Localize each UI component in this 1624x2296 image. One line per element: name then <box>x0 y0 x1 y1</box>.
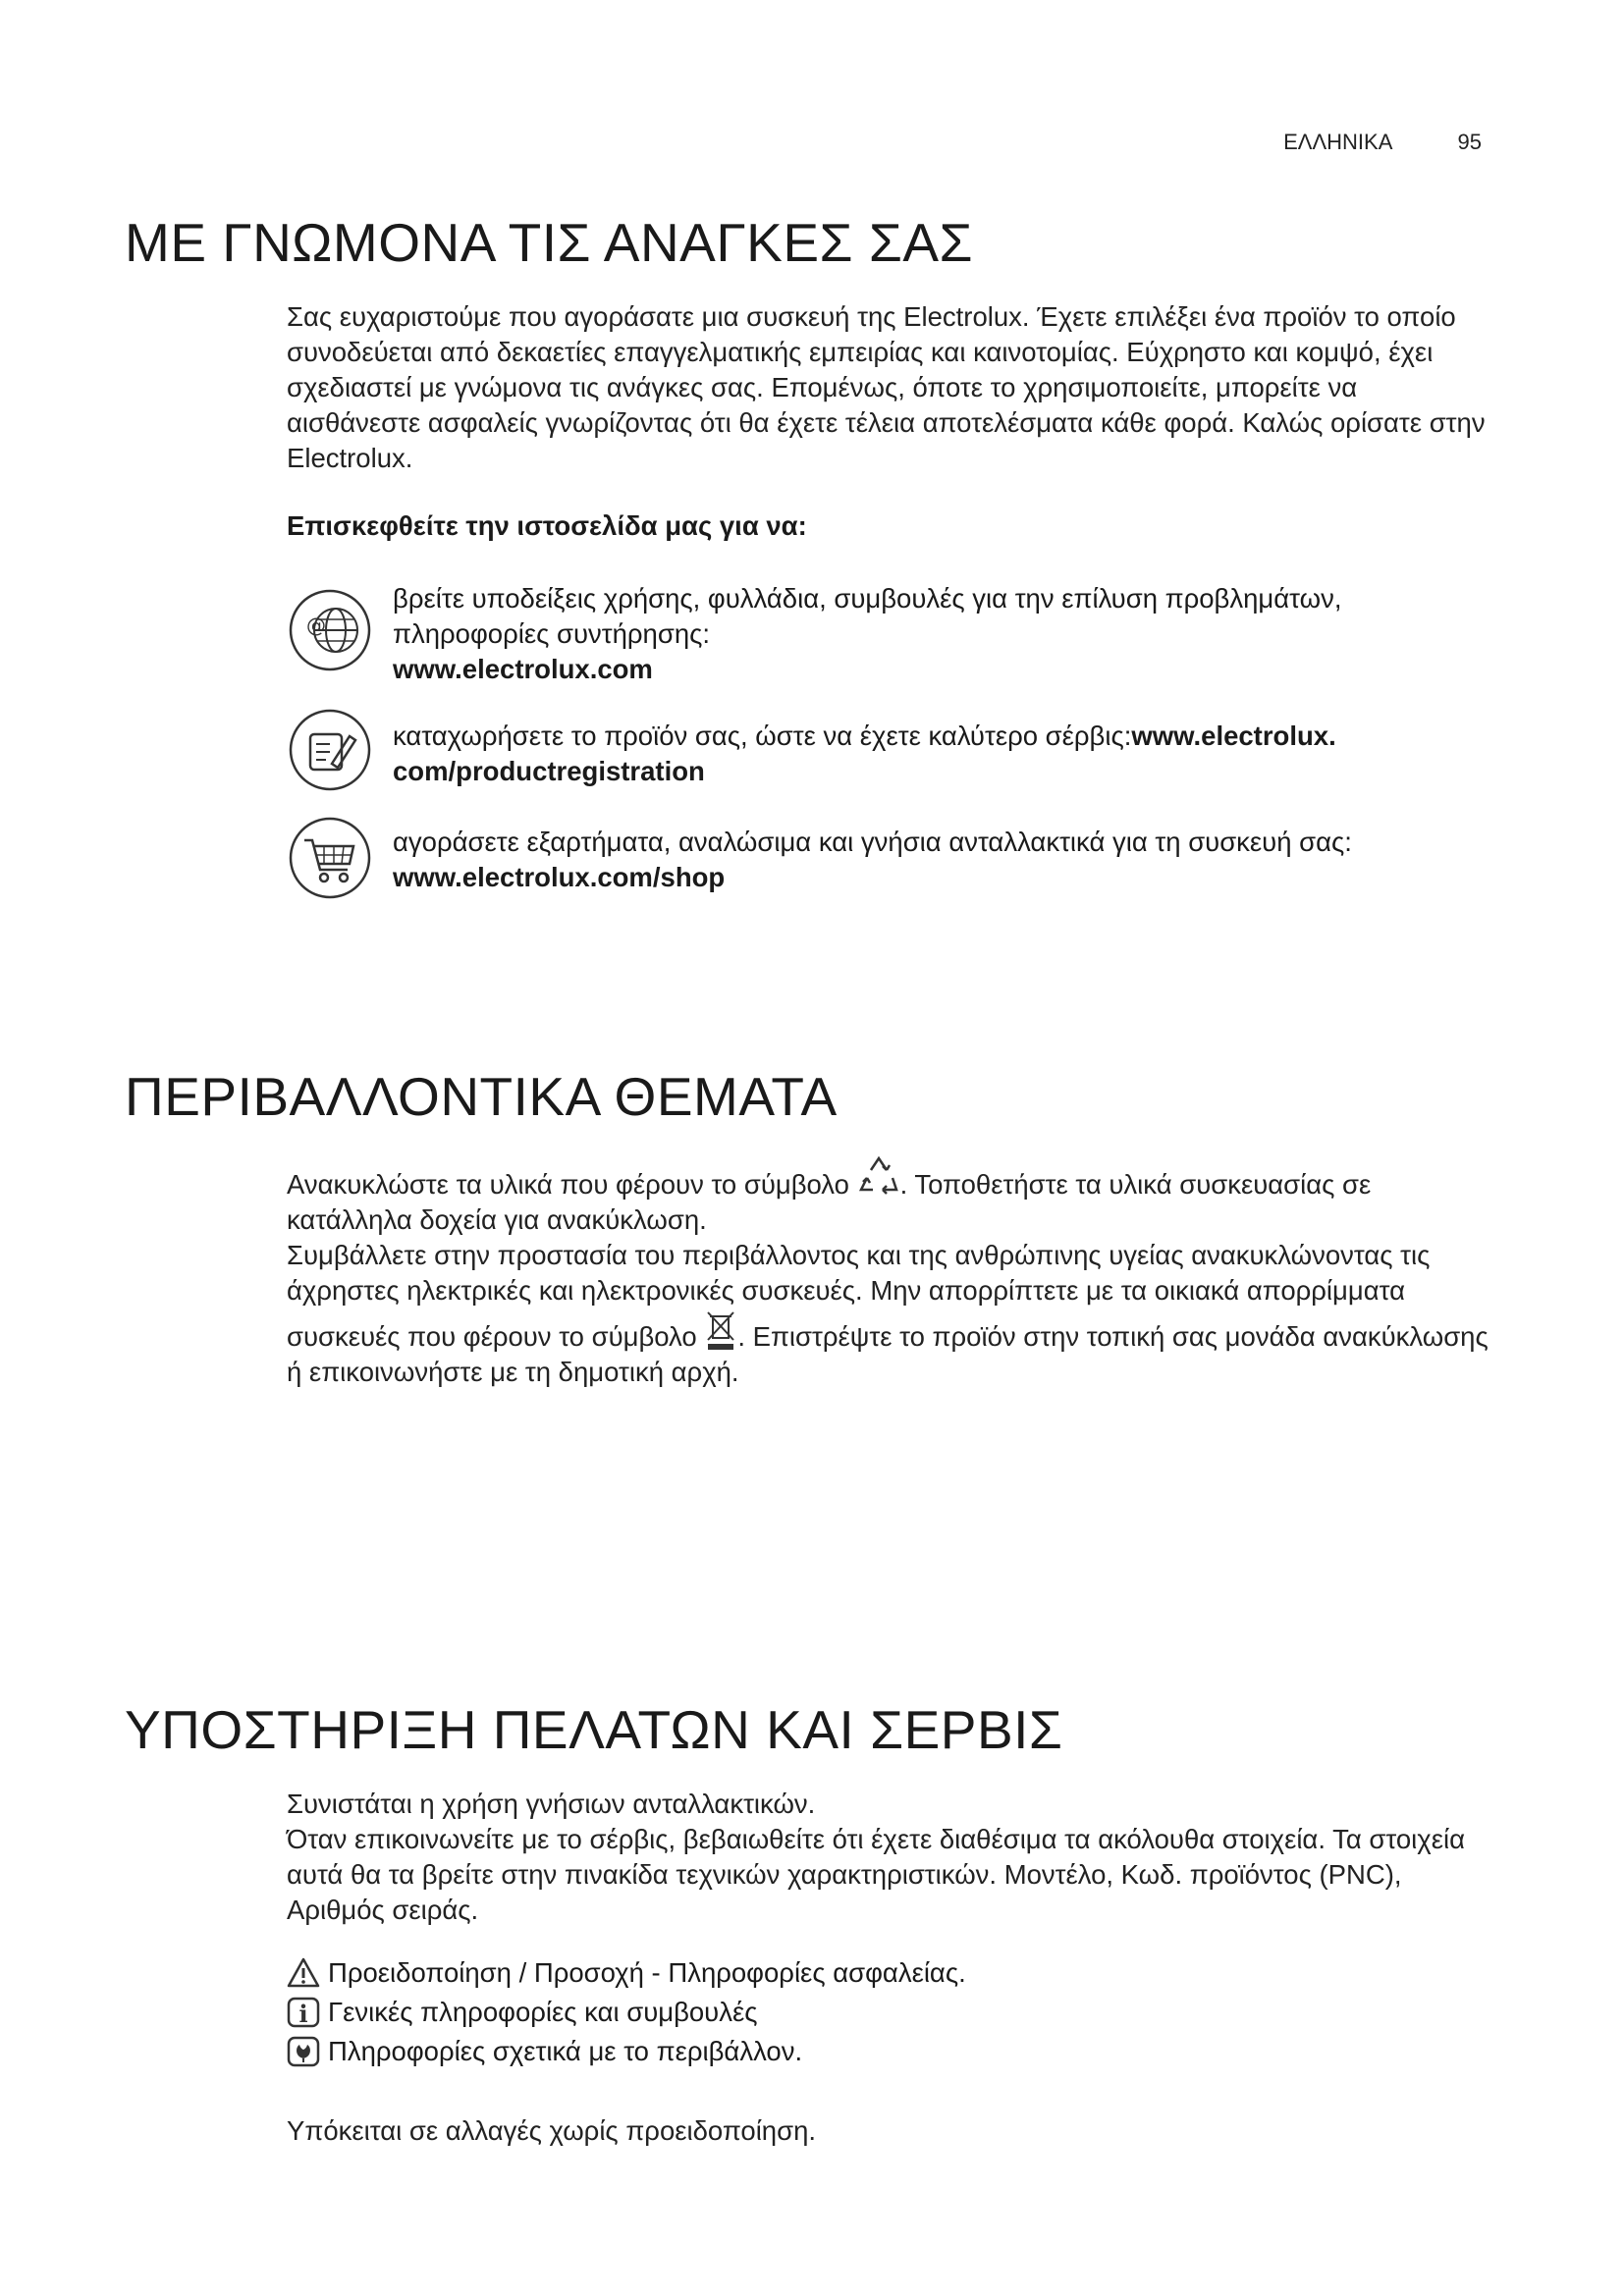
environment-icon <box>287 2035 320 2068</box>
intro-paragraph <box>287 299 1494 476</box>
registration-link-part1[interactable]: www.electrolux. <box>1131 721 1336 751</box>
legend-warning-text: Προειδοποίηση / Προσοχή - Πληροφορίες ασφαλείας. <box>328 1957 966 1988</box>
registration-link-part2[interactable]: com/productregistration <box>393 756 705 786</box>
recycle-paragraph <box>287 1154 1494 1238</box>
legend-item-environment <box>287 2032 966 2071</box>
customer-care-line1: Συνιστάται η χρήση γνήσιων ανταλλακτικών. <box>287 1789 816 1819</box>
shop-text: αγοράσετε εξαρτήματα, αναλώσιμα και γνήσια ανταλλακτικά για τη συσκευή σας: <box>393 827 1352 857</box>
section-title-customer-care: ΥΠΟΣΤΗΡΙΞΗ ΠΕΛΑΤΩΝ ΚΑΙ ΣΕΡΒΙΣ <box>125 1699 1063 1760</box>
environment-paragraph <box>287 1154 1494 1390</box>
weee-paragraph <box>287 1238 1494 1390</box>
list-item-support <box>287 583 1494 684</box>
legend-item-info <box>287 1993 966 2032</box>
weee-text-b: . Επιστρέψτε το προϊόν στην τοπική σας μονάδα ανακύκλωσης ή επικοινωνήστε με τη δημοτική αρχή. <box>287 1321 1489 1387</box>
visit-website-heading: Επισκεφθείτε την ιστοσελίδα μας για να: <box>287 510 807 541</box>
list-item-registration <box>287 707 1494 795</box>
page-header <box>1283 130 1482 155</box>
customer-care-paragraph <box>287 1787 1494 1928</box>
footer-text: Υπόκειται σε αλλαγές χωρίς προειδοποίηση. <box>287 2115 817 2146</box>
support-link[interactable]: www.electrolux.com <box>393 654 653 684</box>
info-icon <box>287 1996 320 2029</box>
recycle-icon <box>857 1154 900 1200</box>
registration-icon <box>287 707 373 793</box>
symbol-legend <box>287 1953 966 2071</box>
legend-item-warning <box>287 1953 966 1993</box>
legend-info-text: Γενικές πληροφορίες και συμβουλές <box>328 1997 758 2027</box>
warning-icon <box>287 1956 320 1990</box>
recycle-text-a: Ανακυκλώστε τα υλικά που φέρουν το σύμβολο <box>287 1169 849 1200</box>
support-text: βρείτε υποδείξεις χρήσης, φυλλάδια, συμβουλές για την επίλυση προβλημάτων, πληροφορίες συντήρησης: <box>393 583 1342 649</box>
svg-text:@: @ <box>306 614 326 637</box>
recycle-text-b: . Τοποθετήστε τα υλικά συσκευασίας σε κατάλληλα δοχεία για ανακύκλωση. <box>287 1169 1372 1235</box>
svg-text:i: i <box>298 2000 308 2028</box>
language-label: ΕΛΛΗΝΙΚΑ <box>1283 130 1393 154</box>
web-globe-icon <box>287 587 373 673</box>
registration-text: καταχωρήσετε το προϊόν σας, ώστε να έχετε καλύτερο σέρβις: <box>393 721 1132 751</box>
weee-text-a: Συμβάλλετε στην προστασία του περιβάλλοντος και της ανθρώπινης υγείας ανακυκλώνοντας τις άχρηστες ηλεκτρικές και ηλεκτρονικές συσκευές. Μην απορρίπτετε με τα οικιακά απορρίμματα συσκευές που φέρουν το σύμβολο <box>287 1240 1431 1352</box>
shop-link[interactable]: www.electrolux.com/shop <box>393 862 726 892</box>
section-title-environment: ΠΕΡΙΒΑΛΛΟΝΤΙΚΑ ΘΕΜΑΤΑ <box>125 1066 838 1127</box>
page-number: 95 <box>1457 130 1482 154</box>
list-item-shop <box>287 815 1494 903</box>
customer-care-line2: Όταν επικοινωνείτε με το σέρβις, βεβαιωθείτε ότι έχετε διαθέσιμα τα ακόλουθα στοιχεία. Τα στοιχεία αυτά θα τα βρείτε στην πινακίδα τεχνικών χαρακτηριστικών. Μοντέλο, Κωδ. προϊόντος (PNC), Αριθμός σειράς. <box>287 1824 1465 1925</box>
legend-environment-text: Πληροφορίες σχετικά με το περιβάλλον. <box>328 2036 803 2066</box>
shopping-cart-icon <box>287 815 373 901</box>
intro-text: Σας ευχαριστούμε που αγοράσατε μια συσκευή της Electrolux. Έχετε επιλέξει ένα προϊόν το οποίο συνοδεύεται από δεκαετίες επαγγελματικής εμπειρίας και καινοτομίας. Εύχρηστο και κομψό, έχει σχεδιαστεί με γνώμονα τις ανάγκες σας. Επομένως, όποτε το χρησιμοποιείτε, μπορείτε να αισθάνεστε ασφαλείς γνωρίζοντας ότι θα έχετε τέλεια αποτελέσματα κάθε φορά. Καλώς ορίσατε στην Electrolux. <box>287 301 1486 473</box>
section-title-needs: ΜΕ ΓΝΩΜΟΝΑ ΤΙΣ ΑΝΑΓΚΕΣ ΣΑΣ <box>125 212 973 273</box>
crossed-bin-icon <box>704 1308 737 1352</box>
footer-note <box>287 2113 1494 2149</box>
